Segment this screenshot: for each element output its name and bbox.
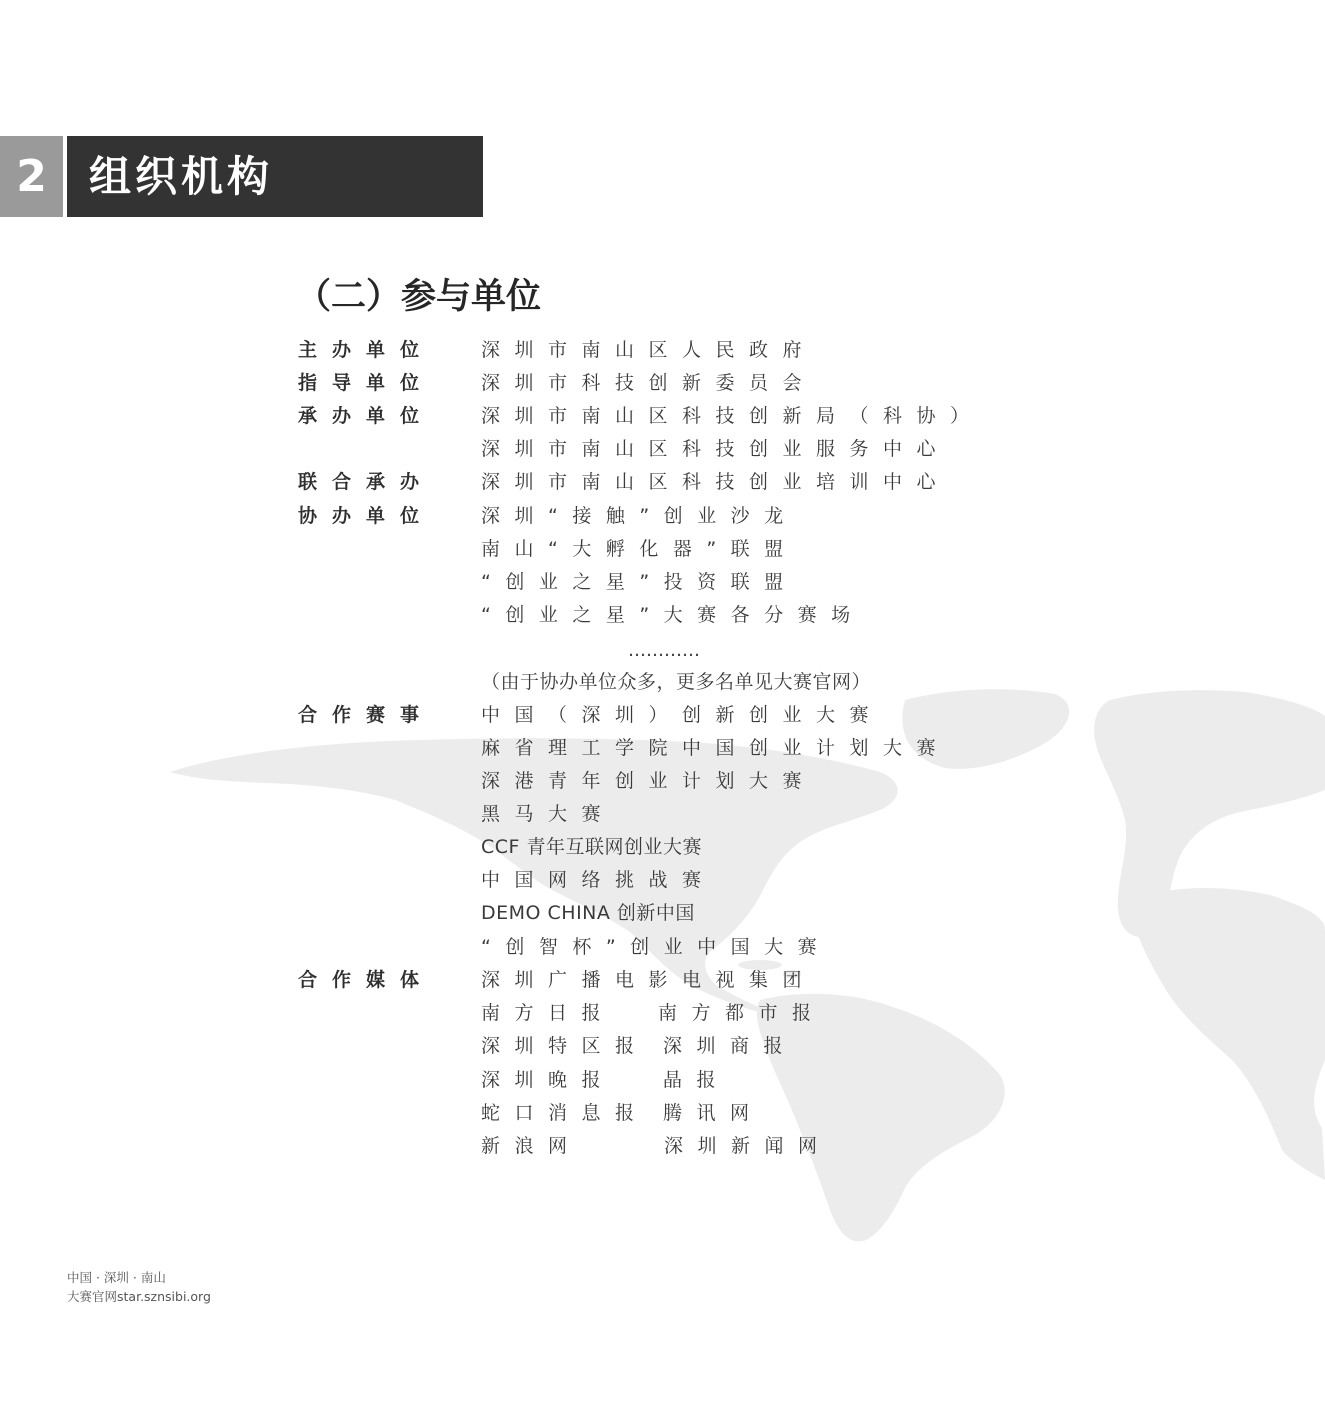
footer-website: 大赛官网star.sznsibi.org: [67, 1289, 211, 1304]
list-item: 深圳市南山区人民政府: [481, 339, 817, 361]
media-item: 深圳特区报: [481, 1035, 649, 1057]
group-label-media: 合作媒体: [298, 969, 435, 991]
group-label-partner-events: 合作赛事: [298, 704, 435, 726]
media-item: 深圳商报: [663, 1035, 798, 1057]
list-item: 深港青年创业计划大赛: [481, 770, 817, 792]
list-item: 中国网络挑战赛: [481, 869, 716, 891]
section-number-badge: 2: [0, 136, 63, 217]
list-item: “创业之星”大赛各分赛场: [481, 604, 865, 626]
media-item: 深圳晚报: [481, 1069, 616, 1091]
media-item: 南方日报: [481, 1002, 616, 1024]
list-item: 深圳“接触”创业沙龙: [481, 505, 798, 527]
media-item: 南方都市报: [658, 1002, 826, 1024]
list-item: CCF 青年互联网创业大赛: [481, 836, 703, 858]
media-item: 深圳新闻网: [664, 1135, 832, 1157]
list-item: 南山“大孵化器”联盟: [481, 538, 798, 560]
list-item: 深圳市南山区科技创业服务中心: [481, 438, 951, 460]
group-label-organizer: 承办单位: [298, 405, 435, 427]
media-item: 新浪网: [481, 1135, 582, 1157]
list-item: 深圳市南山区科技创新局（科协）: [481, 405, 984, 427]
group-label-guide: 指导单位: [298, 372, 435, 394]
list-item: “创智杯”创业中国大赛: [481, 936, 832, 958]
group-label-co-organizer: 联合承办: [298, 471, 435, 493]
list-item: 黑马大赛: [481, 803, 616, 825]
footer-location: 中国 · 深圳 · 南山: [67, 1270, 166, 1285]
list-item: 麻省理工学院中国创业计划大赛: [481, 737, 951, 759]
list-item: 深圳市南山区科技创业培训中心: [481, 471, 951, 493]
page-title: 组织机构: [89, 152, 274, 201]
media-item: 深圳广播电影电视集团: [481, 969, 817, 991]
list-item: “创业之星”投资联盟: [481, 571, 798, 593]
media-item: 腾讯网: [663, 1102, 764, 1124]
more-info-note: （由于协办单位众多，更多名单见大赛官网）: [481, 671, 872, 693]
media-item: 晶报: [663, 1069, 731, 1091]
media-item: 蛇口消息报: [481, 1102, 649, 1124]
list-item: DEMO CHINA 创新中国: [481, 902, 695, 924]
group-label-host: 主办单位: [298, 339, 435, 361]
footer: [67, 1268, 211, 1306]
list-item: 中国（深圳）创新创业大赛: [481, 704, 884, 726]
group-label-assisting: 协办单位: [298, 505, 435, 527]
list-item: 深圳市科技创新委员会: [481, 372, 817, 394]
ellipsis: …………: [628, 640, 700, 661]
section-title: （二）参与单位: [296, 277, 542, 317]
